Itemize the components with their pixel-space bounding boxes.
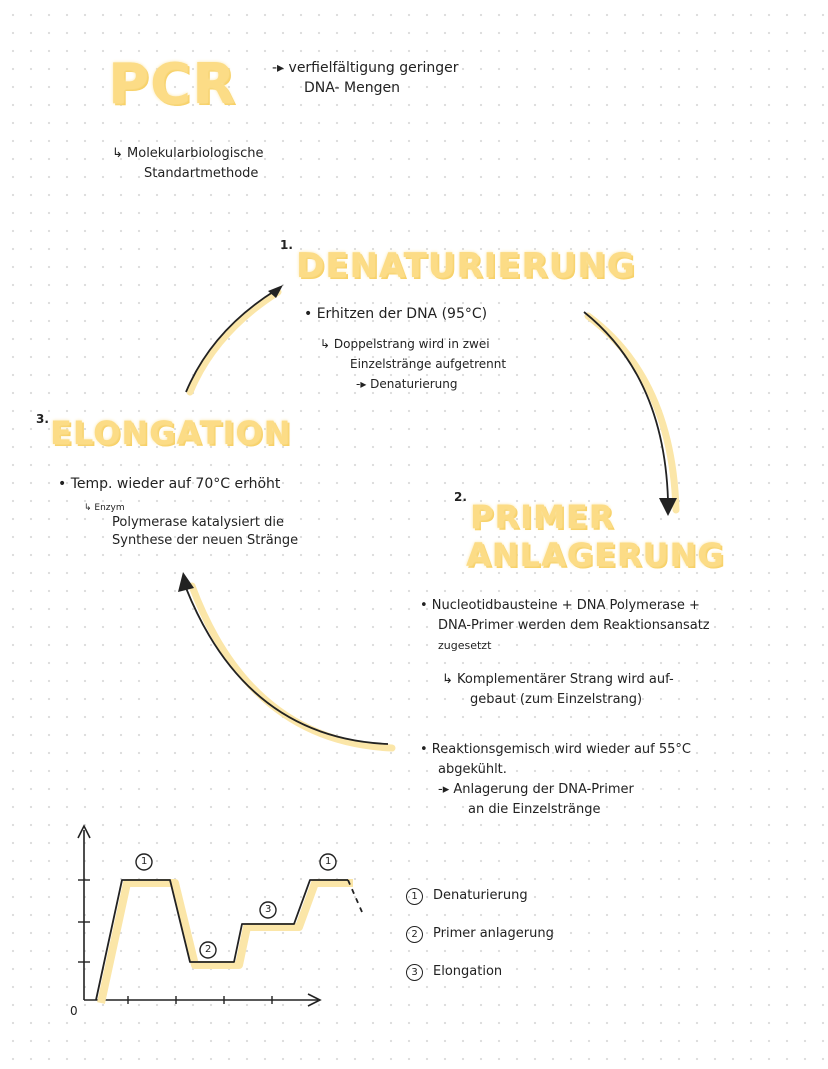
title-note-line: DNA- Mengen [304, 80, 400, 96]
denaturierung-sub-line: Einzelstränge aufgetrennt [350, 357, 507, 371]
origin-label: 0 [70, 1004, 78, 1018]
primer-bullet-line: zugesetzt [438, 639, 492, 652]
legend-number: 2 [406, 926, 423, 943]
elongation-enzym-label: ↳ Enzym [84, 503, 125, 513]
denaturierung-sub-line: -▸ Denaturierung [356, 377, 458, 391]
primer-bullet-line: • Nucleotidbausteine + DNA Polymerase + [420, 598, 700, 613]
denaturierung-sub-line: ↳ Doppelstrang wird in zwei [320, 337, 490, 351]
legend-item [406, 886, 554, 906]
marker-label: 1 [325, 856, 332, 867]
legend-item [406, 924, 554, 944]
marker-label: 3 [265, 904, 272, 915]
curve-highlight [101, 883, 353, 1003]
elongation-bullet: • Temp. wieder auf 70°C erhöht [58, 476, 281, 492]
primer-sub-line: ↳ Komplementärer Strang wird auf- [442, 672, 674, 687]
primer-bullet2-line: abgekühlt. [438, 762, 507, 777]
denaturierung-bullet: • Erhitzen der DNA (95°C) [304, 306, 488, 322]
elongation-sub-line: Polymerase katalysiert die [112, 515, 284, 530]
subtitle-line: ↳ Molekularbiologische [112, 146, 264, 161]
marker-label: 1 [141, 856, 148, 867]
legend-item [406, 962, 554, 982]
step-number-denaturierung: 1. [280, 238, 293, 252]
legend-number: 1 [406, 888, 423, 905]
primer-bullet2-line: -▸ Anlagerung der DNA-Primer [438, 782, 634, 797]
subtitle-line: Standartmethode [144, 166, 259, 181]
title-note-line: -▸ verfielfältigung geringer [272, 60, 459, 76]
heading-primer-line: ANLAGERUNG [466, 536, 725, 574]
primer-sub-line: gebaut (zum Einzelstrang) [470, 692, 643, 707]
graph-legend [406, 886, 554, 982]
primer-bullet2-line: • Reaktionsgemisch wird wieder auf 55°C [420, 742, 691, 757]
step-number-primer: 2. [454, 490, 467, 504]
page-title: PCR [108, 52, 237, 117]
legend-number: 3 [406, 964, 423, 981]
elongation-sub-line: Synthese der neuen Stränge [112, 533, 299, 548]
legend-label: Elongation [433, 964, 503, 979]
step-number-elongation: 3. [36, 412, 49, 426]
marker-label: 2 [205, 944, 212, 955]
primer-bullet-line: DNA-Primer werden dem Reaktionsansatz [438, 618, 710, 633]
primer-bullet2-line: an die Einzelstränge [468, 802, 601, 817]
legend-label: Primer anlagerung [433, 926, 554, 941]
heading-primer-line: PRIMER [470, 498, 615, 536]
legend-label: Denaturierung [433, 888, 528, 903]
heading-denaturierung: DENATURIERUNG [296, 246, 636, 286]
heading-elongation: ELONGATION [50, 414, 292, 452]
